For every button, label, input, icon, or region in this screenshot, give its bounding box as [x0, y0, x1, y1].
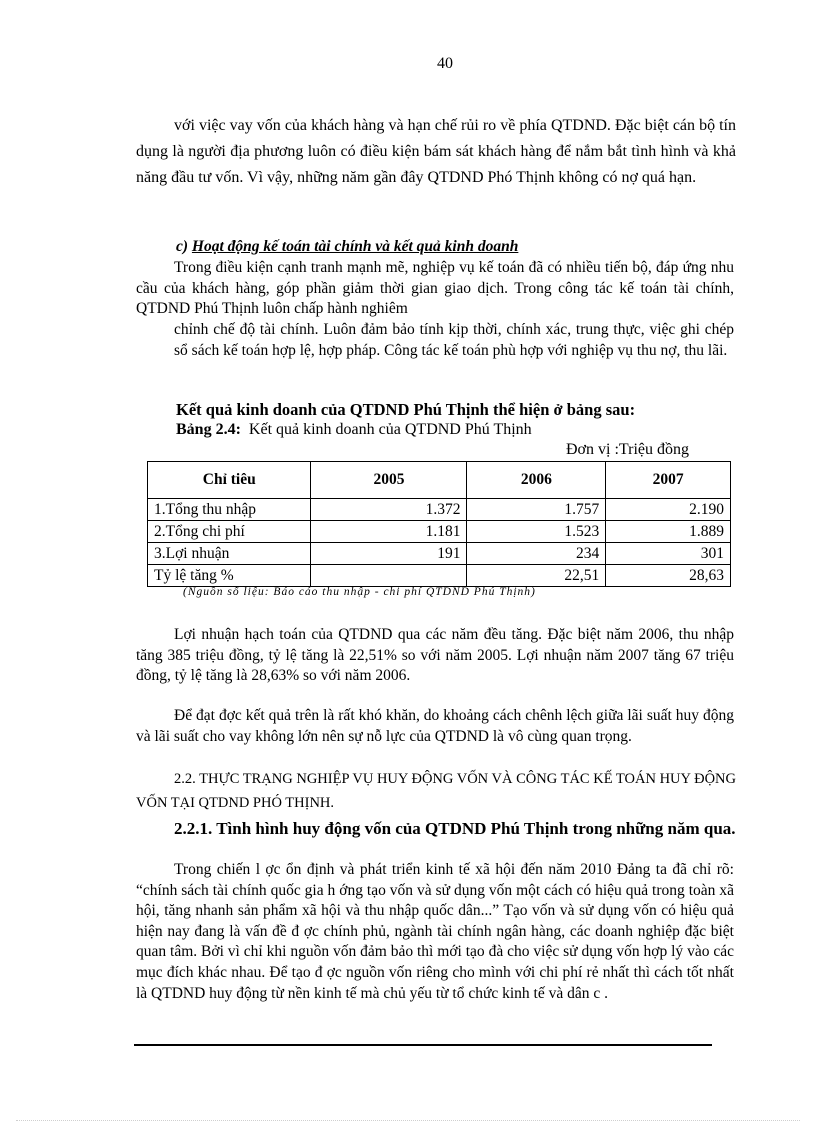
paragraph-strategy-text: Trong chiến l ợc ổn định và phát triển kinh tế xã hội đến năm 2010 Đảng ta đã chỉ rõ: “chính sách tài chính quốc gia h ớng tạo vốn và sử dụng vốn một cách có hiệu quả trong toàn xã hội, tăng nhanh sản phẩm xã hội và thu nhập quốc dân...” Tạo vốn và sử dụng vốn có hiệu quả hiện nay đang là vấn đề đ ợc chính phủ, ngành tài chính ngân hàng, các doanh nghiệp đặc biệt quan tâm. Bởi vì chỉ khi nguồn vốn đảm bảo thì mới tạo đà cho việc sử dụng vốn hợp lý vào các mục đích khác nhau. Để tạo đ ợc nguồn vốn riêng cho mình với chi phí rẻ nhất thì cách tốt nhất là QTDND huy động từ nền kinh tế mà chủ yếu từ tổ chức kinh tế và dân c . [136, 861, 734, 1002]
cell-value: 1.757 [467, 499, 606, 521]
header-2006: 2006 [467, 462, 606, 499]
row-label: Tỷ lệ tăng % [148, 565, 311, 587]
cell-value: 1.889 [606, 521, 731, 543]
cell-value: 2.190 [606, 499, 731, 521]
cell-value: 28,63 [606, 565, 731, 587]
table-row [148, 543, 731, 565]
paragraph-accounting-2-text: chỉnh chế độ tài chính. Luôn đảm bảo tính kịp thời, chính xác, trung thực, việc ghi chép sổ sách kế toán hợp lệ, hợp pháp. Công tác kế toán phù hợp với nghiệp vụ thu nợ, thu lãi. [174, 321, 734, 359]
table-row [148, 499, 731, 521]
heading-title: Hoạt động kế toán tài chính và kết quả kinh doanh [191, 238, 519, 255]
section-2-2-number: 2.2. [174, 771, 196, 787]
paragraph-difficulty-text: Để đạt đợc kết quả trên là rất khó khăn, do khoảng cách chênh lệch giữa lãi suất huy động và lãi suất cho vay không lớn nên sự nỗ lực của QTDND là vô cùng quan trọng. [136, 707, 734, 745]
paragraph-difficulty [136, 706, 734, 747]
heading-prefix: c) [176, 238, 192, 255]
table-header-row [148, 462, 731, 499]
footer-rule [134, 1044, 712, 1046]
section-2-2-1-title: Tình hình huy động vốn của QTDND Phú Thịnh trong những năm qua. [216, 819, 736, 838]
cell-value: 301 [606, 543, 731, 565]
heading-accounting-results [176, 238, 518, 256]
row-label: 2.Tổng chi phí [148, 521, 311, 543]
paragraph-accounting-1-text: Trong điều kiện cạnh tranh mạnh mẽ, nghiệp vụ kế toán đã có nhiều tiến bộ, đáp ứng nhu cầu của khách hàng, góp phần giảm thời gian giao dịch. Trong công tác kế toán tài chính, QTDND Phú Thịnh luôn chấp hành nghiêm [136, 259, 734, 317]
paragraph-accounting-2 [174, 320, 734, 361]
table-row [148, 565, 731, 587]
cell-value [311, 565, 467, 587]
page-number: 40 [437, 55, 453, 72]
page-bottom-border [16, 1120, 800, 1121]
paragraph-intro-text: với việc vay vốn của khách hàng và hạn chế rủi ro về phía QTDND. Đặc biệt cán bộ tín dụng là người địa phương luôn có điều kiện bám sát khách hàng để nắm bắt tình hình và khả năng đầu tư vốn. Vì vậy, những năm gần đây QTDND Phó Thịnh không có nợ quá hạn. [136, 117, 736, 186]
cell-value: 1.181 [311, 521, 467, 543]
header-indicator: Chỉ tiêu [148, 462, 311, 499]
paragraph-strategy [136, 860, 734, 1004]
table-caption-title: Kết quả kinh doanh của QTDND Phú Thịnh [248, 421, 532, 438]
results-title: Kết quả kinh doanh của QTDND Phú Thịnh thể hiện ở bảng sau: [176, 400, 636, 419]
unit-note: Đơn vị :Triệu đồng [566, 441, 689, 458]
header-2005: 2005 [311, 462, 467, 499]
section-2-2-heading [136, 767, 736, 815]
section-2-2-1-heading [136, 818, 736, 840]
row-label: 1.Tổng thu nhập [148, 499, 311, 521]
cell-value: 1.372 [311, 499, 467, 521]
source-note: (Nguồn số liệu: Báo cáo thu nhập - chi phí QTDND Phú Thịnh) [183, 586, 536, 598]
cell-value: 191 [311, 543, 467, 565]
section-2-2-title: THỰC TRẠNG NGHIỆP VỤ HUY ĐỘNG VỐN VÀ CÔNG TÁC KẾ TOÁN HUY ĐỘNG VỐN TẠI QTDND PHÓ THỊNH. [136, 771, 736, 811]
cell-value: 234 [467, 543, 606, 565]
paragraph-accounting-1 [136, 258, 734, 320]
cell-value: 1.523 [467, 521, 606, 543]
cell-value: 22,51 [467, 565, 606, 587]
table-row [148, 521, 731, 543]
paragraph-profit-text: Lợi nhuận hạch toán của QTDND qua các năm đều tăng. Đặc biệt năm 2006, thu nhập tăng 385 triệu đồng, tỷ lệ tăng là 22,51% so với năm 2005. Lợi nhuận năm 2007 tăng 67 triệu đồng, tỷ lệ tăng là 28,63% so với năm 2006. [136, 626, 734, 684]
table-caption [176, 421, 532, 439]
business-results-table [147, 461, 731, 587]
paragraph-intro [136, 113, 736, 191]
row-label: 3.Lợi nhuận [148, 543, 311, 565]
header-2007: 2007 [606, 462, 731, 499]
table-caption-label: Bảng 2.4: [176, 421, 241, 438]
paragraph-profit [136, 625, 734, 687]
section-2-2-1-number: 2.2.1. [174, 819, 213, 838]
